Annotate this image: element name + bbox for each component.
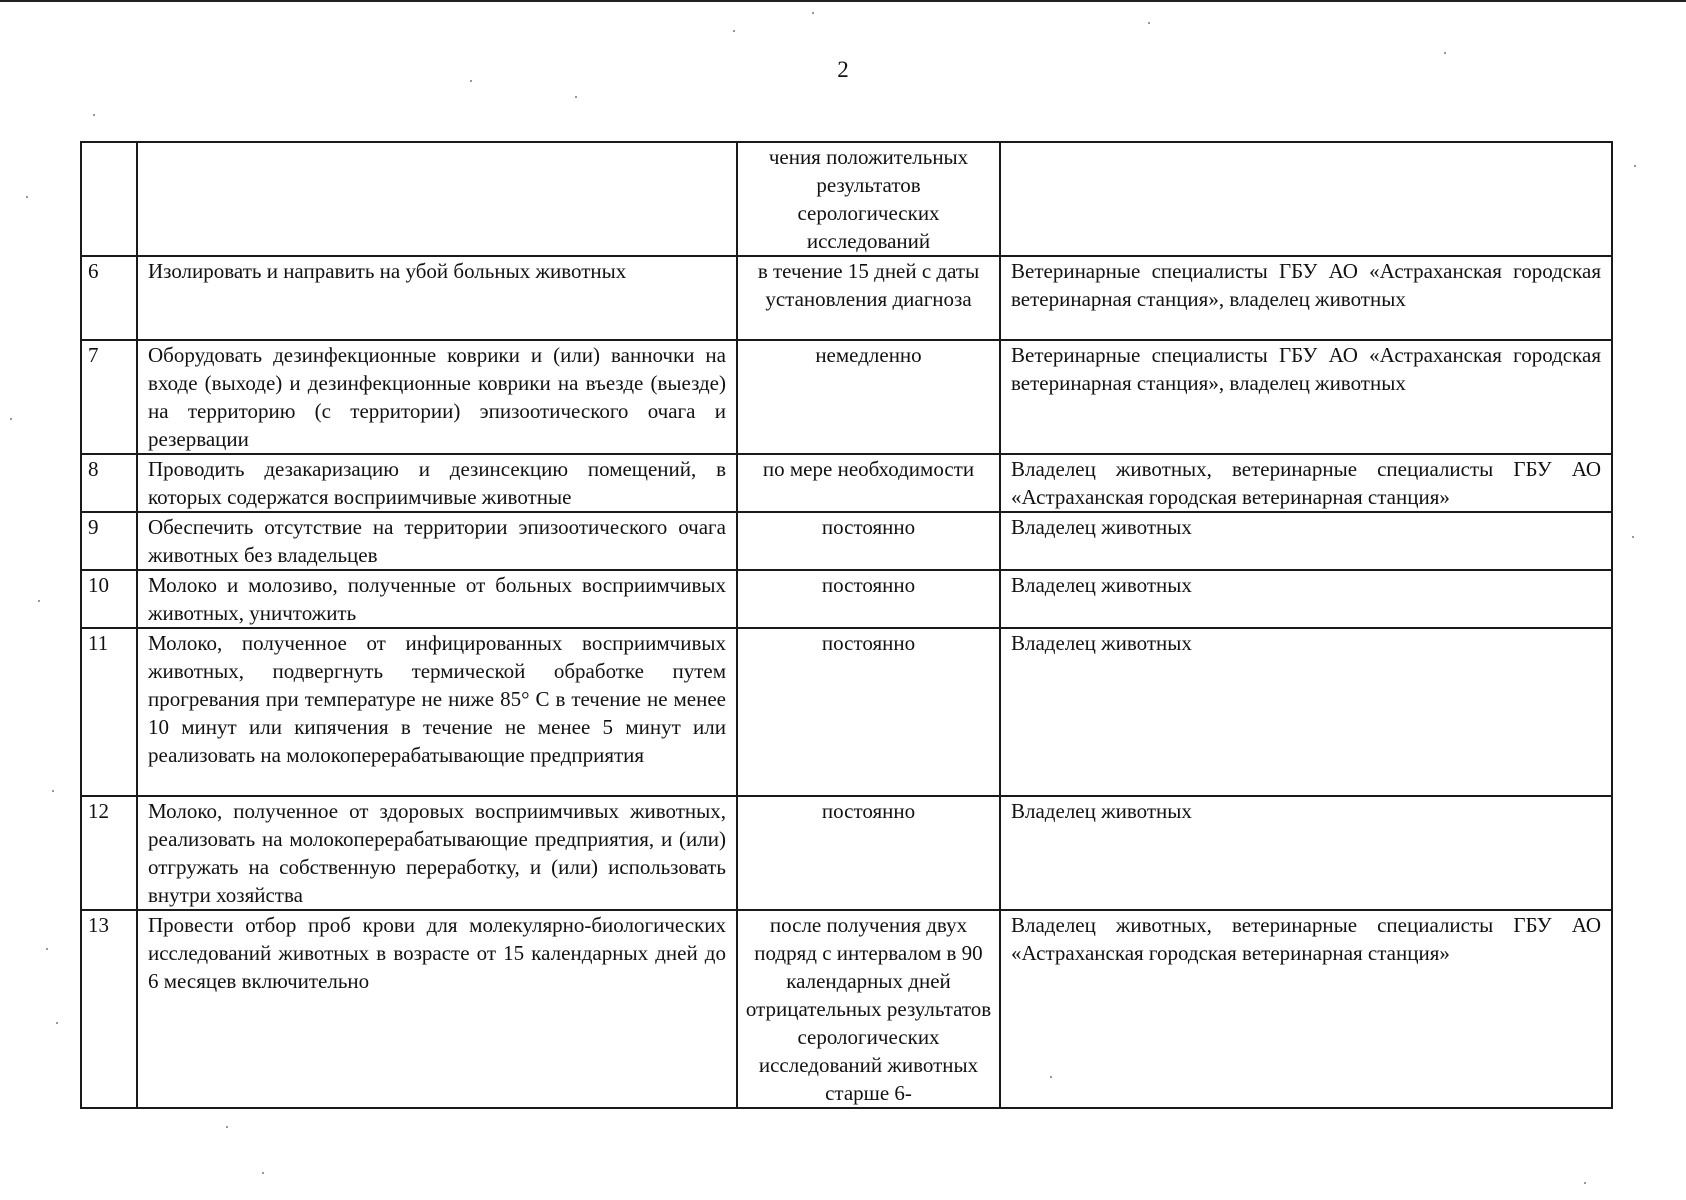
table-row bbox=[81, 142, 1612, 256]
row-number-cell: 6 bbox=[81, 256, 137, 340]
action-cell: Проводить дезакаризацию и дезинсекцию помещений, в которых содержатся восприимчивые животные bbox=[137, 454, 737, 512]
responsible-cell bbox=[1000, 142, 1612, 256]
measures-table bbox=[80, 141, 1613, 1109]
term-cell: в течение 15 дней с даты установления диагноза bbox=[737, 256, 1000, 340]
term-cell: чения положительных результатов серологических исследований bbox=[737, 142, 1000, 256]
term-cell: после получения двух подряд с интервалом в 90 календарных дней отрицательных результатов серологических исследований животных старше 6- bbox=[737, 910, 1000, 1108]
term-cell: немедленно bbox=[737, 340, 1000, 454]
scan-speck bbox=[812, 12, 814, 14]
row-number-cell: 8 bbox=[81, 454, 137, 512]
scan-speck bbox=[52, 790, 54, 792]
table-row bbox=[81, 570, 1612, 628]
row-number-cell: 11 bbox=[81, 628, 137, 796]
action-cell: Молоко, полученное от здоровых восприимчивых животных, реализовать на молокоперерабатывающие предприятия, и (или) отгружать на собственную переработку, и (или) использовать внутри хозяйства bbox=[137, 796, 737, 910]
page-number: 2 bbox=[837, 57, 849, 82]
scan-speck bbox=[733, 30, 735, 32]
table-row bbox=[81, 910, 1612, 1108]
row-number-cell: 12 bbox=[81, 796, 137, 910]
action-cell: Провести отбор проб крови для молекулярно-биологических исследований животных в возрасте от 15 календарных дней до 6 месяцев включительно bbox=[137, 910, 737, 1108]
table-row bbox=[81, 256, 1612, 340]
table-row bbox=[81, 512, 1612, 570]
row-number-cell: 9 bbox=[81, 512, 137, 570]
table-row bbox=[81, 454, 1612, 512]
row-number-cell: 7 bbox=[81, 340, 137, 454]
row-number-cell: 13 bbox=[81, 910, 137, 1108]
term-cell: постоянно bbox=[737, 796, 1000, 910]
action-cell: Обеспечить отсутствие на территории эпизоотического очага животных без владельцев bbox=[137, 512, 737, 570]
term-cell: постоянно bbox=[737, 512, 1000, 570]
scan-speck bbox=[1148, 22, 1150, 24]
action-cell: Изолировать и направить на убой больных животных bbox=[137, 256, 737, 340]
scan-speck bbox=[226, 1126, 228, 1128]
table-row bbox=[81, 628, 1612, 796]
scan-speck bbox=[262, 1172, 264, 1174]
responsible-cell: Владелец животных bbox=[1000, 570, 1612, 628]
scan-speck bbox=[1050, 1076, 1052, 1078]
scan-speck bbox=[1632, 536, 1634, 538]
action-cell: Молоко и молозиво, полученные от больных восприимчивых животных, уничтожить bbox=[137, 570, 737, 628]
scan-speck bbox=[38, 600, 40, 602]
responsible-cell: Владелец животных, ветеринарные специалисты ГБУ АО «Астраханская городская ветеринарная станция» bbox=[1000, 454, 1612, 512]
scan-speck bbox=[1634, 165, 1636, 167]
action-cell: Молоко, полученное от инфицированных восприимчивых животных, подвергнуть термической обработке путем прогревания при температуре не ниже 85° С в течение не менее 10 минут или кипячения в течение не менее 5 минут или реализовать на молокоперерабатывающие предприятия bbox=[137, 628, 737, 796]
responsible-cell: Владелец животных bbox=[1000, 796, 1612, 910]
responsible-cell: Ветеринарные специалисты ГБУ АО «Астраханская городская ветеринарная станция», владелец животных bbox=[1000, 256, 1612, 340]
term-cell: по мере необходимости bbox=[737, 454, 1000, 512]
term-cell: постоянно bbox=[737, 628, 1000, 796]
scan-edge bbox=[0, 0, 1686, 2]
scan-speck bbox=[575, 96, 577, 98]
action-cell: Оборудовать дезинфекционные коврики и (или) ванночки на входе (выходе) и дезинфекционные коврики на въезде (выезде) на территорию (с территории) эпизоотического очага и резервации bbox=[137, 340, 737, 454]
scan-speck bbox=[26, 196, 28, 198]
scan-speck bbox=[470, 80, 472, 82]
term-cell: постоянно bbox=[737, 570, 1000, 628]
scan-speck bbox=[56, 1022, 58, 1024]
responsible-cell: Владелец животных bbox=[1000, 628, 1612, 796]
responsible-cell: Владелец животных, ветеринарные специалисты ГБУ АО «Астраханская городская ветеринарная станция» bbox=[1000, 910, 1612, 1108]
scan-speck bbox=[1444, 52, 1446, 54]
scan-speck bbox=[46, 948, 48, 950]
scan-speck bbox=[10, 418, 12, 420]
scan-speck bbox=[93, 114, 95, 116]
table-row bbox=[81, 796, 1612, 910]
row-number-cell: 10 bbox=[81, 570, 137, 628]
responsible-cell: Ветеринарные специалисты ГБУ АО «Астраханская городская ветеринарная станция», владелец животных bbox=[1000, 340, 1612, 454]
table-row bbox=[81, 340, 1612, 454]
responsible-cell: Владелец животных bbox=[1000, 512, 1612, 570]
row-number-cell bbox=[81, 142, 137, 256]
scan-speck bbox=[1584, 1182, 1586, 1184]
action-cell bbox=[137, 142, 737, 256]
